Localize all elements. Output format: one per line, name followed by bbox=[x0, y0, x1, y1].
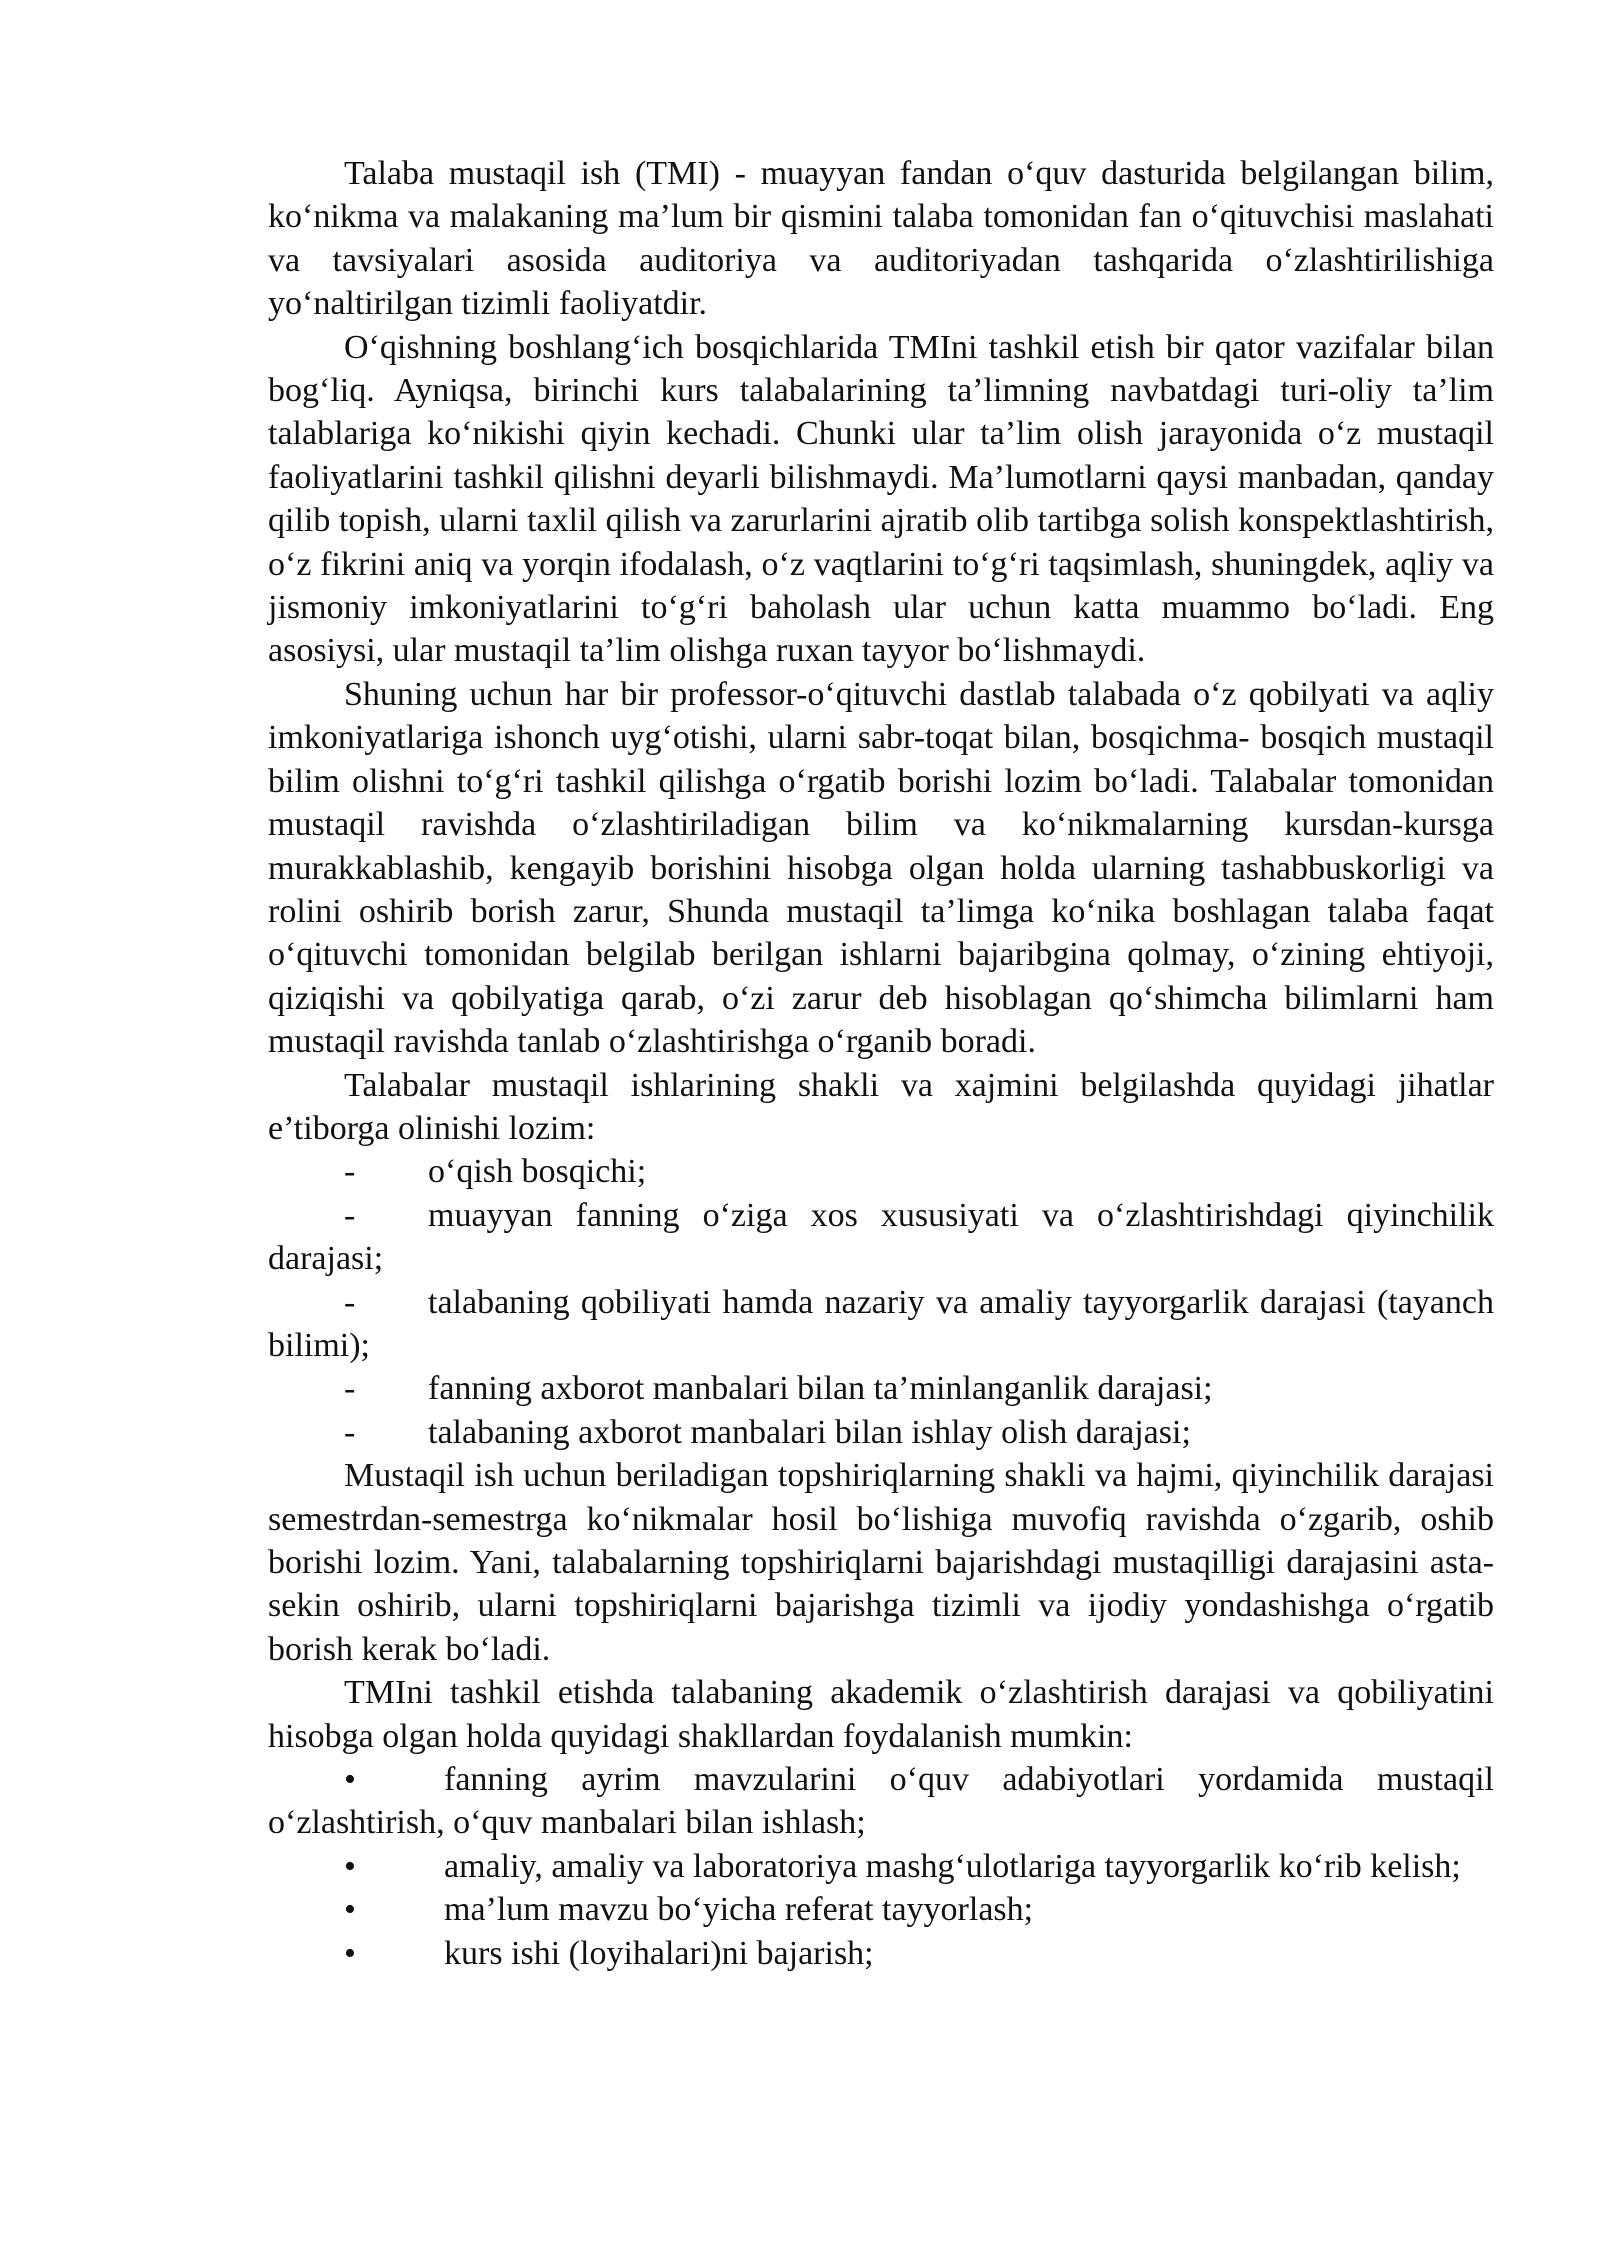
list-item bbox=[268, 1845, 1494, 1888]
document-page bbox=[268, 152, 1494, 1975]
list-item-text: ma’lum mavzu bo‘yicha referat tayyorlash; bbox=[444, 1891, 1034, 1929]
paragraph-early-stages: O‘qishning boshlang‘ich bosqichlarida TMIni tashkil etish bir qator vazifalar bilan bog‘liq. Ayniqsa, birinchi kurs talabalarining ta’limning navbatdagi turi-oliy ta’lim talablariga ko‘nikishi qiyin kechadi. Chunki ular ta’lim olish jarayonida o‘z mustaqil faoliyatlarini tashkil qilishni deyarli bilishmaydi. Ma’lumotlarni qaysi manbadan, qanday qilib topish, ularni taxlil qilish va zarurlarini ajratib olib tartibga solish konspektlashtirish, o‘z fikrini aniq va yorqin ifodalash, o‘z vaqtlarini to‘g‘ri taqsimlash, shuningdek, aqliy va jismoniy imkoniyatlarini to‘g‘ri baholash ular uchun katta muammo bo‘ladi. Eng asosiysi, ular mustaqil ta’lim olishga ruxan tayyor bo‘lishmaydi. bbox=[268, 328, 1494, 670]
dash-marker: - bbox=[344, 1153, 356, 1191]
list-item-text: talabaning qobiliyati hamda nazariy va amaliy tayyorgarlik darajasi (tayanch bilimi); bbox=[268, 1283, 1494, 1364]
bullet-marker: • bbox=[344, 1934, 356, 1972]
list-item-text: fanning axborot manbalari bilan ta’minlanganlik darajasi; bbox=[428, 1370, 1213, 1408]
paragraph-criteria-intro: Talabalar mustaqil ishlarining shakli va xajmini belgilashda quyidagi jihatlar e’tiborga olinishi lozim: bbox=[268, 1066, 1494, 1147]
paragraph-forms-intro: TMIni tashkil etishda talabaning akademik o‘zlashtirish darajasi va qobiliyatini hisobga olgan holda quyidagi shakllardan foydalanish mumkin: bbox=[268, 1674, 1494, 1755]
bullet-marker: • bbox=[344, 1847, 356, 1885]
list-item bbox=[268, 1281, 1494, 1368]
list-item bbox=[268, 1194, 1494, 1281]
list-item bbox=[268, 1411, 1494, 1454]
dash-marker: - bbox=[344, 1370, 356, 1408]
paragraph-tmi-definition: Talaba mustaqil ish (TMI) - muayyan fandan o‘quv dasturida belgilangan bilim, ko‘nikma va malakaning ma’lum bir qismini talaba tomonidan fan o‘qituvchisi maslahati va tavsiyalari asosida auditoriya va auditoriyadan tashqarida o‘zlashtirilishiga yo‘naltirilgan tizimli faoliyatdir. bbox=[268, 155, 1494, 323]
list-item bbox=[268, 1758, 1494, 1845]
dash-list bbox=[268, 1150, 1494, 1454]
dash-marker: - bbox=[344, 1413, 356, 1451]
list-item-text: amaliy, amaliy va laboratoriya mashg‘ulotlariga tayyorgarlik ko‘rib kelish; bbox=[444, 1847, 1461, 1885]
dash-marker: - bbox=[344, 1283, 356, 1321]
paragraph-teacher-role: Shuning uchun har bir professor-o‘qituvchi dastlab talabada o‘z qobilyati va aqliy imkoniyatlariga ishonch uyg‘otishi, ularni sabr-toqat bilan, bosqichma- bosqich mustaqil bilim olishni to‘g‘ri tashkil qilishga o‘rgatib borishi lozim bo‘ladi. Talabalar tomonidan mustaqil ravishda o‘zlashtiriladigan bilim va ko‘nikmalarning kursdan-kursga murakkablashib, kengayib borishini hisobga olgan holda ularning tashabbuskorligi va rolini oshirib borish zarur, Shunda mustaqil ta’limga ko‘nika boshlagan talaba faqat o‘qituvchi tomonidan belgilab berilgan ishlarni bajaribgina qolmay, o‘zining ehtiyoji, qiziqishi va qobilyatiga qarab, o‘zi zarur deb hisoblagan qo‘shimcha bilimlarni ham mustaqil ravishda tanlab o‘zlashtirishga o‘rganib boradi. bbox=[268, 675, 1494, 1061]
list-item-text: muayyan fanning o‘ziga xos xususiyati va o‘zlashtirishdagi qiyinchilik darajasi; bbox=[268, 1196, 1494, 1278]
list-item bbox=[268, 1367, 1494, 1410]
list-item-text: talabaning axborot manbalari bilan ishlay olish darajasi; bbox=[428, 1413, 1191, 1451]
list-item-text: kurs ishi (loyihalari)ni bajarish; bbox=[444, 1934, 874, 1972]
paragraph-task-progression: Mustaqil ish uchun beriladigan topshiriqlarning shakli va hajmi, qiyinchilik darajasi semestrdan-semestrga ko‘nikmalar hosil bo‘lishiga muvofiq ravishda o‘zgarib, oshib borishi lozim. Yani, talabalarning topshiriqlarni bajarishdagi mustaqilligi darajasini asta-sekin oshirib, ularni topshiriqlarni bajarishga tizimli va ijodiy yondashishga o‘rgatib borish kerak bo‘ladi. bbox=[268, 1457, 1494, 1668]
bullet-marker: • bbox=[344, 1891, 356, 1929]
list-item-text: o‘qish bosqichi; bbox=[428, 1153, 647, 1191]
bullet-marker: • bbox=[344, 1761, 356, 1799]
list-item-text: fanning ayrim mavzularini o‘quv adabiyotlari yordamida mustaqil o‘zlashtirish, o‘quv manbalari bilan ishlash; bbox=[268, 1761, 1494, 1842]
bullet-list bbox=[268, 1758, 1494, 1975]
list-item bbox=[268, 1150, 1494, 1193]
dash-marker: - bbox=[344, 1196, 356, 1234]
list-item bbox=[268, 1932, 1494, 1975]
list-item bbox=[268, 1888, 1494, 1931]
